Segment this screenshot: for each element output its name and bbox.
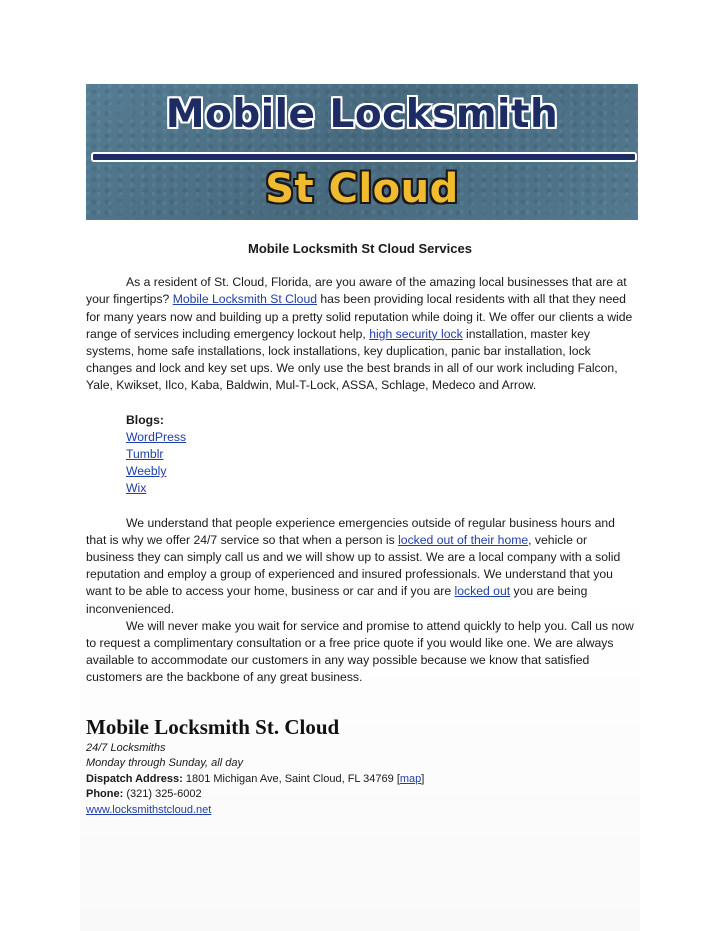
logo-subtitle: St Cloud bbox=[265, 166, 459, 212]
blog-link-wordpress[interactable]: WordPress bbox=[126, 429, 187, 444]
logo-title: Mobile Locksmith bbox=[165, 92, 559, 137]
phone-value: (321) 325-6002 bbox=[123, 788, 202, 801]
address-value: 1801 Michigan Ave, Saint Cloud, FL 34769 [ bbox=[182, 772, 400, 785]
logo-banner bbox=[86, 84, 638, 220]
locked-out-link[interactable]: locked out bbox=[454, 584, 511, 599]
address-close: ] bbox=[421, 772, 425, 785]
business-info bbox=[86, 715, 634, 819]
address-label: Dispatch Address: bbox=[86, 772, 183, 785]
blog-link-weebly[interactable]: Weebly bbox=[126, 464, 167, 479]
blogs-label: Blogs: bbox=[126, 412, 164, 427]
blog-link-wix[interactable]: Wix bbox=[126, 481, 147, 496]
emergency-paragraph bbox=[86, 515, 634, 618]
logo-divider bbox=[91, 152, 637, 162]
emergency-text-3: you are being inconvenienced. bbox=[86, 584, 588, 616]
locked-out-home-link[interactable]: locked out of their home bbox=[398, 532, 529, 547]
section-title: Mobile Locksmith St Cloud Services bbox=[248, 241, 472, 256]
blog-link-tumblr[interactable]: Tumblr bbox=[126, 447, 164, 461]
website-link[interactable]: www.locksmithstcloud.net bbox=[86, 803, 212, 816]
emergency-text-1: We understand that people experience emergencies outside of regular business hours and that is why we offer 24/7 service so that when a person is bbox=[86, 515, 615, 547]
intro-text-2: has been providing local residents with all that they need for many years now and building up a pretty solid reputation while doing it. We offer our clients a wide range of services including emergency lockout help, bbox=[86, 292, 633, 341]
intro-paragraph bbox=[86, 274, 634, 394]
business-name: Mobile Locksmith St. Cloud bbox=[86, 714, 340, 739]
mobile-locksmith-link[interactable]: Mobile Locksmith St Cloud bbox=[172, 292, 317, 307]
business-address bbox=[86, 772, 634, 788]
phone-label: Phone: bbox=[86, 788, 124, 801]
high-security-lock-link[interactable]: high security lock bbox=[369, 326, 463, 341]
business-tagline: 24/7 Locksmiths bbox=[86, 741, 166, 754]
business-phone bbox=[86, 787, 634, 803]
intro-text-3: installation, master key systems, home safe installations, lock installations, key duplication, panic bar installation, lock changes and lock and key set ups. We only use the best brands in all of our work including Falcon, Yale, Kwikset, Ilco, Kaba, Baldwin, Mul-T-Lock, ASSA, Schlage, Medeco and Arrow. bbox=[86, 326, 618, 393]
intro-text-1: As a resident of St. Cloud, Florida, are you aware of the amazing local businesses that are at your fingertips? bbox=[86, 275, 627, 307]
blogs-list bbox=[126, 412, 634, 498]
service-paragraph: We will never make you wait for service and promise to attend quickly to help you. Call us now to request a complimentary consultation or a free price quote if you would like one. We are always available to accommodate our customers in any way possible because we know that satisfied customers are the backbone of any great business. bbox=[86, 618, 634, 685]
map-link[interactable]: map bbox=[399, 772, 422, 785]
emergency-text-2: , vehicle or business they can simply call us and we will show up to assist. We are a local company with a solid reputation and employ a group of experienced and insured professionals. We understand that you want to be able to access your home, business or car and if you are bbox=[86, 532, 621, 599]
business-hours: Monday through Sunday, all day bbox=[86, 757, 243, 770]
document-body bbox=[86, 240, 634, 818]
